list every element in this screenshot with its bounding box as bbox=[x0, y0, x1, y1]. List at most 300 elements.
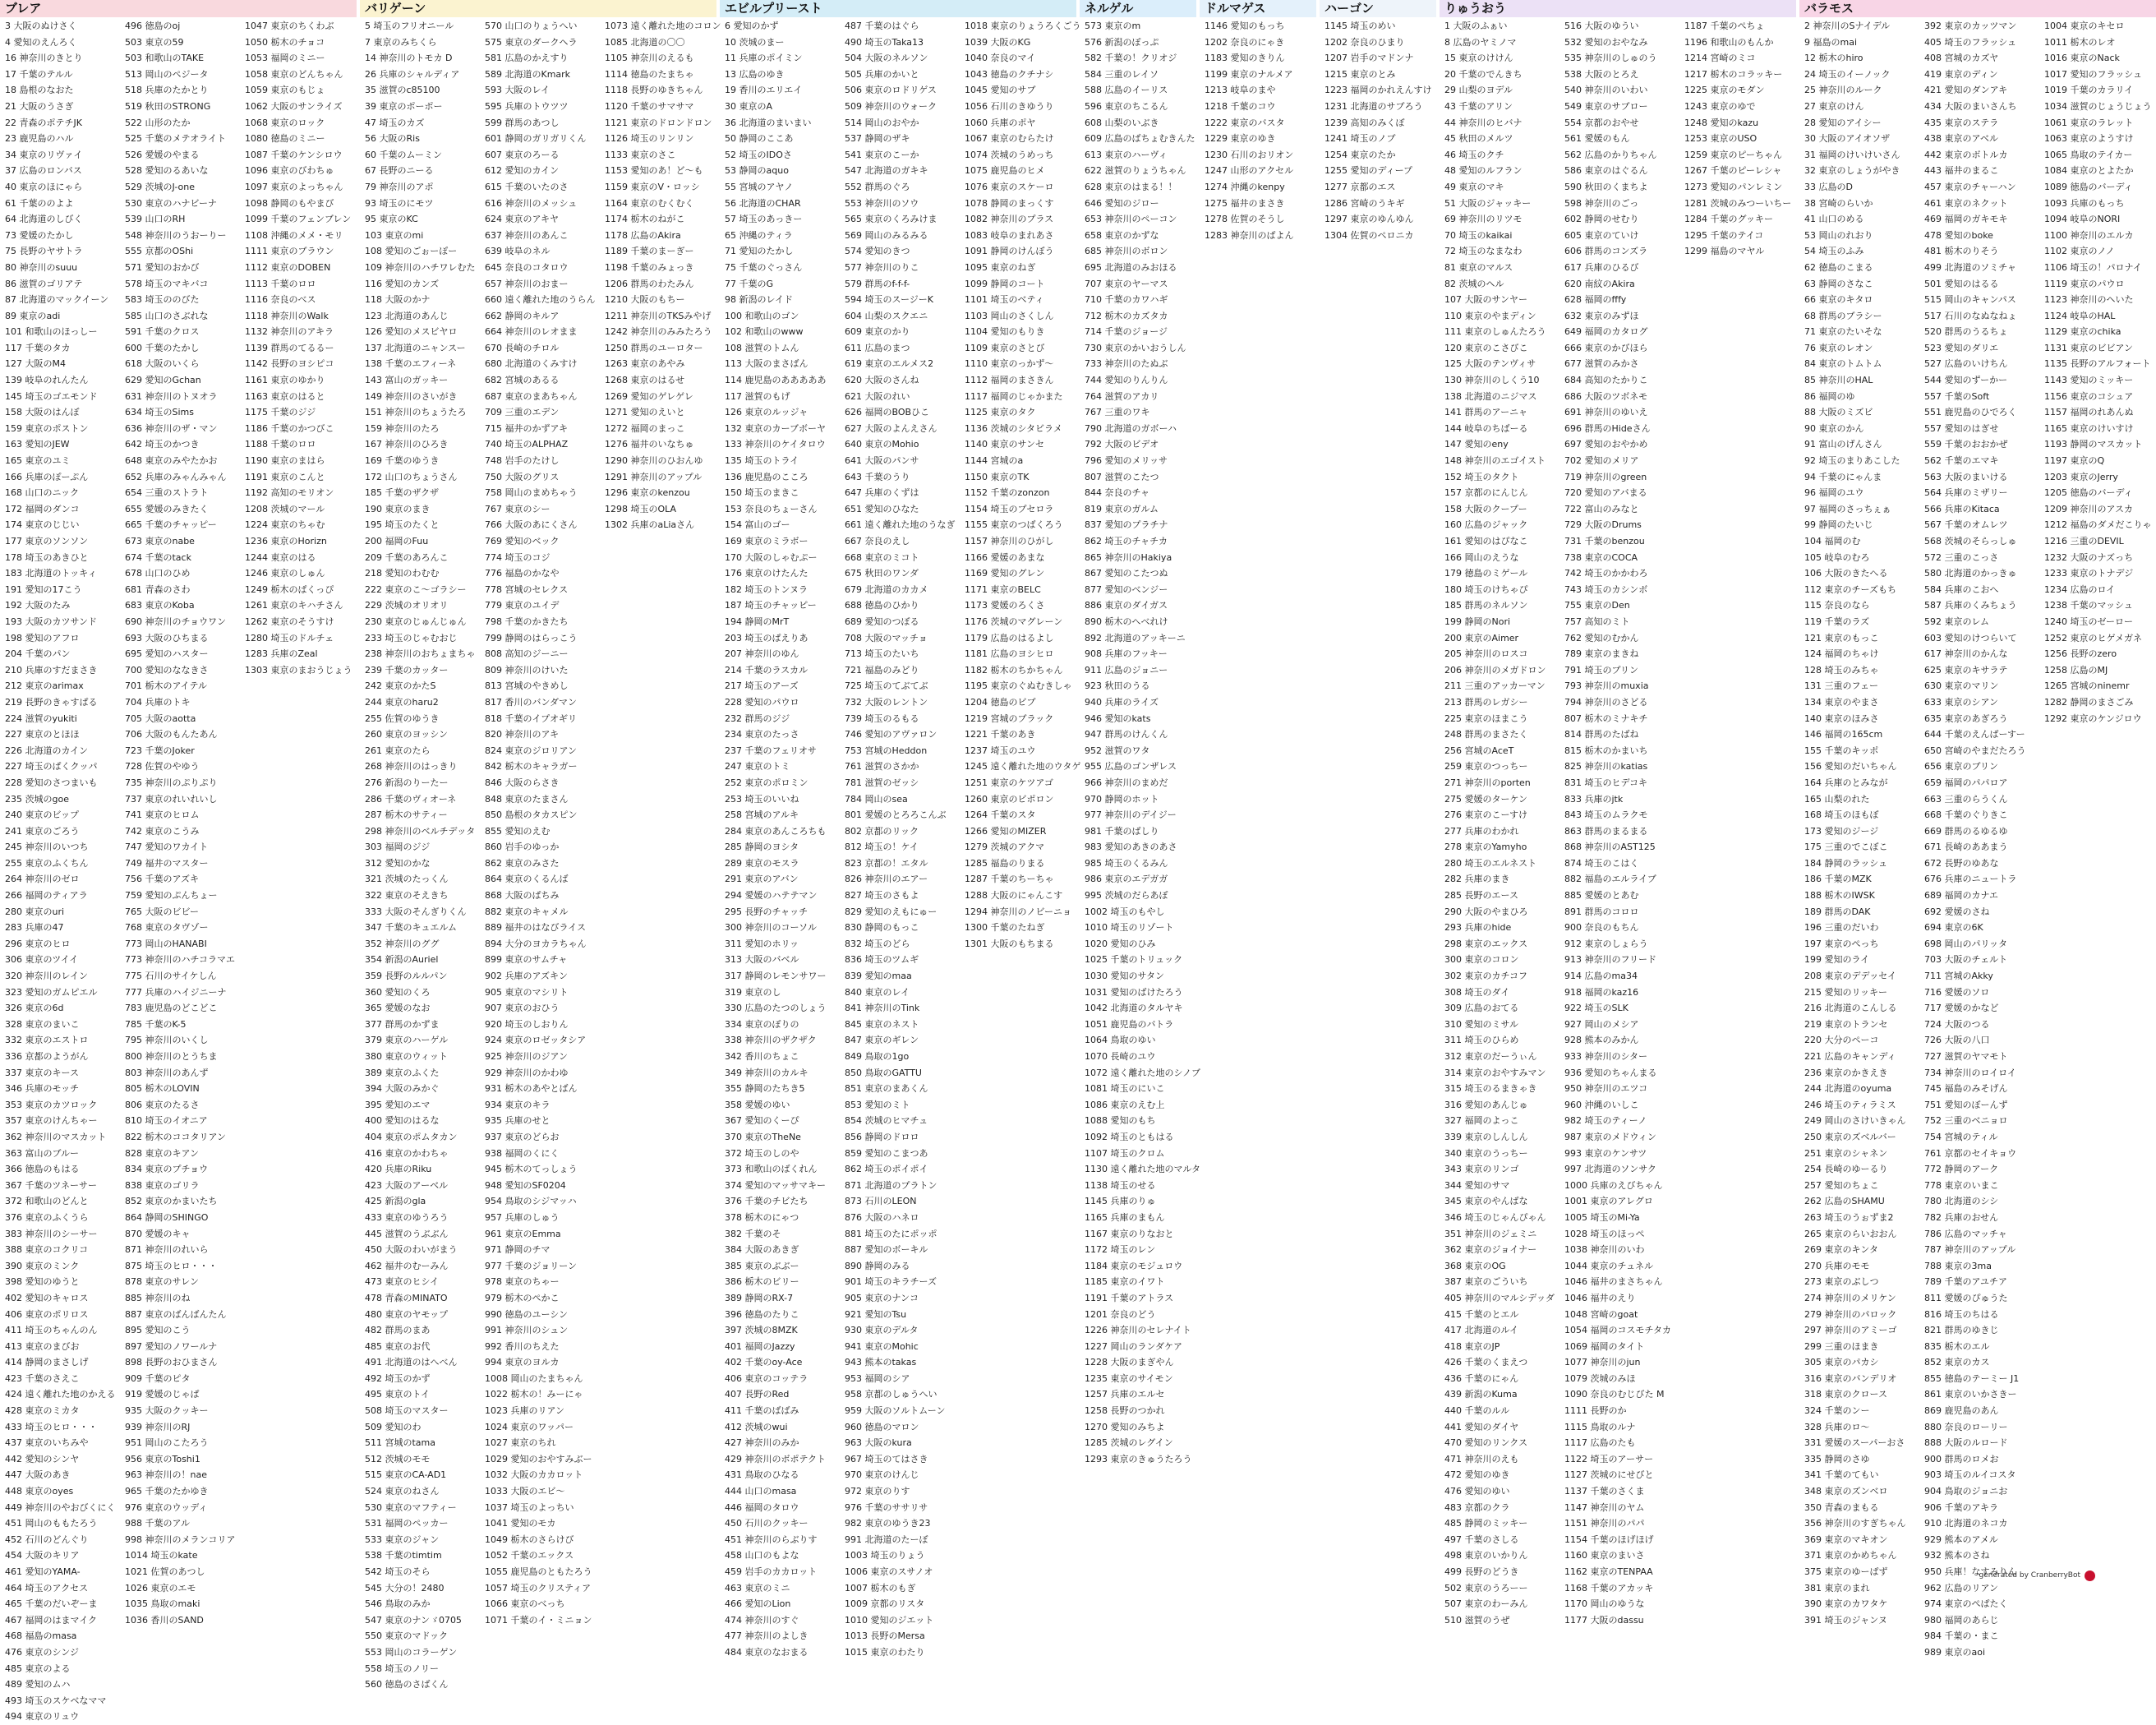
player-entry: 246 埼玉のティラミス bbox=[1804, 1099, 1896, 1110]
player-entry: 1256 長野のzero bbox=[2044, 648, 2117, 660]
player-entry: 1052 千葉のエックス bbox=[485, 1550, 574, 1561]
player-entry: 1192 高知のモリオン bbox=[245, 487, 334, 499]
player-entry: 1044 東京のチュネル bbox=[1564, 1260, 1654, 1271]
team-header: ネルゲル bbox=[1080, 0, 1196, 17]
player-entry: 1103 岡山のさくしん bbox=[965, 310, 1054, 321]
player-entry: 1285 茨城のレグイン bbox=[1085, 1437, 1173, 1449]
player-entry: 577 神奈川のりこ bbox=[845, 261, 919, 273]
player-entry: 1268 東京のはるせ bbox=[605, 375, 685, 386]
player-entry: 170 大阪のしゃむぷー bbox=[725, 551, 818, 563]
player-entry: 1262 東京のそうすけ bbox=[245, 616, 334, 627]
player-entry: 753 宮城のHeddon bbox=[845, 745, 928, 756]
player-entry: 874 埼玉のこはく bbox=[1564, 857, 1639, 869]
player-entry: 205 神奈川のロスコ bbox=[1444, 648, 1528, 660]
player-entry: 119 千葉のラズ bbox=[1804, 616, 1870, 627]
player-entry: 262 広島のSHAMU bbox=[1804, 1196, 1885, 1207]
player-entry: 1085 北海道の〇〇 bbox=[605, 36, 685, 48]
player-entry: 397 茨城の8MZK bbox=[725, 1325, 798, 1336]
player-entry: 317 静岡のレモンサワー bbox=[725, 971, 827, 982]
player-entry: 1018 東京のりょうろくごう bbox=[965, 21, 1081, 31]
player-entry: 913 神奈川のフリード bbox=[1564, 954, 1657, 966]
player-entry: 1092 埼玉のともはる bbox=[1085, 1131, 1174, 1142]
player-entry: 1111 長野のか bbox=[1564, 1405, 1627, 1417]
player-entry: 405 神奈川のマルシデッダ bbox=[1444, 1292, 1555, 1303]
player-entry: 1266 愛知のMIZER bbox=[965, 825, 1047, 837]
player-entry: 936 愛知のちゃんまる bbox=[1564, 1067, 1657, 1078]
player-entry: 139 岐阜のれんたん bbox=[5, 375, 89, 386]
player-entry: 673 東京のnabe bbox=[125, 536, 195, 547]
player-entry: 259 東京のつっちー bbox=[1444, 761, 1528, 773]
team-header: ドルマゲス bbox=[1200, 0, 1316, 17]
player-entry: 531 福岡のペッカー bbox=[365, 1518, 449, 1529]
player-entry: 1197 東京のQ bbox=[2044, 455, 2105, 467]
player-entry: 1204 徳島のビプ bbox=[965, 696, 1036, 708]
player-entry: 1216 三重のDEVIL bbox=[2044, 536, 2124, 547]
player-entry: 1155 東京のつばくろう bbox=[965, 519, 1063, 531]
player-entry: 424 遠く離れた地のかえる bbox=[5, 1389, 116, 1400]
player-entry: 63 静岡のさなこ bbox=[1804, 278, 1873, 289]
player-entry: 506 東京のロドリゲス bbox=[845, 85, 937, 96]
player-entry: 1074 茨城のうめっち bbox=[965, 149, 1054, 160]
player-entry: 627 大阪のよんえさん bbox=[845, 422, 937, 434]
player-entry: 796 愛知のメリッサ bbox=[1085, 455, 1168, 467]
player-entry: 250 東京のズベルバー bbox=[1804, 1131, 1896, 1142]
player-entry: 890 栃木のへべれけ bbox=[1085, 616, 1168, 627]
player-entry: 798 千葉のかきたち bbox=[485, 616, 569, 627]
player-entry: 167 神奈川のひろき bbox=[365, 439, 449, 450]
player-entry: 982 東京のゆうき23 bbox=[845, 1518, 931, 1529]
player-entry: 1001 東京のアレグロ bbox=[1564, 1196, 1653, 1207]
player-entry: 200 東京のAimer bbox=[1444, 632, 1519, 643]
player-entry: 438 東京のアベル bbox=[1924, 133, 1999, 145]
player-column bbox=[1200, 18, 1316, 243]
player-entry: 355 静岡のたちき5 bbox=[725, 1083, 805, 1095]
player-entry: 463 東京のミニ bbox=[725, 1582, 790, 1594]
player-entry: 37 広島のロンバス bbox=[5, 165, 82, 177]
player-entry: 1177 大阪のdassu bbox=[1564, 1614, 1644, 1626]
player-entry: 276 新潟のりーたー bbox=[365, 777, 449, 788]
player-entry: 956 東京のToshi1 bbox=[125, 1453, 200, 1464]
player-entry: 87 北海道のマックイーン bbox=[5, 294, 109, 306]
player-entry: 1118 長野のゆきちゃん bbox=[605, 85, 703, 96]
player-entry: 737 東京のれいれいし bbox=[125, 793, 218, 805]
player-entry: 398 愛知のゆうと bbox=[5, 1276, 80, 1288]
player-entry: 738 東京のCOCA bbox=[1564, 551, 1638, 563]
player-entry: 60 千葉のムーミン bbox=[365, 149, 442, 160]
player-entry: 774 埼玉のコジ bbox=[485, 551, 551, 563]
player-entry: 210 兵庫のすだまさき bbox=[5, 664, 98, 676]
player-entry: 1010 埼玉のリゾート bbox=[1085, 922, 1174, 934]
player-entry: 579 群馬のf-f-f- bbox=[845, 278, 910, 289]
player-entry: 175 三重のでこぼこ bbox=[1804, 842, 1888, 853]
player-entry: 599 群馬のあつし bbox=[485, 117, 560, 128]
player-entry: 374 愛知のマッサマキー bbox=[725, 1179, 827, 1191]
player-entry: 1258 長野のつかれ bbox=[1085, 1405, 1165, 1417]
player-entry: 758 岡山のまめちゃう bbox=[485, 487, 578, 499]
player-entry: 38 宮崎のらいか bbox=[1804, 197, 1873, 209]
player-entry: 1062 大阪のサンライズ bbox=[245, 100, 343, 112]
player-entry: 876 大阪のハネロ bbox=[845, 1211, 919, 1223]
player-entry: 562 広島のかりちゃん bbox=[1564, 149, 1657, 160]
player-entry: 56 北海道のCHAR bbox=[725, 197, 801, 209]
player-entry: 1069 福岡のタイト bbox=[1564, 1340, 1645, 1352]
player-entry: 133 神奈川のケイタロウ bbox=[725, 439, 826, 450]
player-entry: 4 愛知のえんろく bbox=[5, 36, 77, 48]
player-entry: 1198 千葉のみょっき bbox=[605, 261, 694, 273]
player-entry: 617 兵庫のひるび bbox=[1564, 261, 1639, 273]
player-entry: 50 静岡のここあ bbox=[725, 133, 794, 145]
player-entry: 979 栃木のぺかこ bbox=[485, 1292, 560, 1303]
player-entry: 163 愛知のJEW bbox=[5, 439, 70, 450]
player-entry: 116 愛知のカンズ bbox=[365, 278, 440, 289]
player-entry: 1263 東京のあやみ bbox=[605, 358, 685, 370]
player-entry: 166 兵庫のぽーぷん bbox=[5, 471, 89, 482]
player-entry: 418 東京のJP bbox=[1444, 1340, 1500, 1352]
player-entry: 1073 遠く離れた地のコロン bbox=[605, 21, 721, 31]
player-entry: 591 千葉のクロス bbox=[125, 326, 200, 338]
player-entry: 124 福岡のちゃけ bbox=[1804, 648, 1879, 660]
player-entry: 816 埼玉のちはる bbox=[1924, 1308, 1999, 1320]
player-entry: 41 山口のめる bbox=[1804, 214, 1864, 225]
player-entry: 904 鳥取のジョニお bbox=[1924, 1486, 2008, 1497]
player-entry: 241 東京のごろう bbox=[5, 825, 80, 837]
player-entry: 1104 愛知のもりき bbox=[965, 326, 1045, 338]
player-entry: 929 熊本のアメル bbox=[1924, 1534, 1998, 1545]
player-entry: 1032 大阪のカカロット bbox=[485, 1469, 583, 1481]
player-entry: 1186 千葉のかつびこ bbox=[245, 422, 334, 434]
player-entry: 533 東京のジャン bbox=[365, 1534, 440, 1545]
player-entry: 1276 福井のいなちゅ bbox=[605, 439, 694, 450]
player-entry: 524 東京のねさん bbox=[365, 1486, 440, 1497]
player-entry: 505 兵庫のかいと bbox=[845, 68, 919, 80]
player-entry: 1217 栃木のコラッキー bbox=[1684, 68, 1783, 80]
player-entry: 881 埼玉のたにポッポ bbox=[845, 1228, 937, 1239]
player-entry: 341 千葉のてもい bbox=[1804, 1469, 1879, 1481]
player-entry: 837 愛知のプラチナ bbox=[1085, 519, 1168, 531]
player-entry: 539 山口のRH bbox=[125, 214, 186, 225]
player-entry: 330 広島のたつのしょう bbox=[725, 1003, 827, 1014]
player-entry: 336 京都のようがん bbox=[5, 1051, 89, 1062]
player-entry: 951 岡山のこたろう bbox=[125, 1437, 209, 1449]
player-entry: 1286 宮崎のうキギ bbox=[1324, 197, 1405, 209]
player-entry: 1043 徳島のクチナシ bbox=[965, 68, 1054, 80]
player-entry: 1202 奈良のにゃき bbox=[1205, 36, 1285, 48]
player-entry: 1055 鹿児島のともたろう bbox=[485, 1566, 592, 1577]
player-entry: 483 京都のクラ bbox=[1444, 1501, 1510, 1513]
player-entry: 846 大阪のらさき bbox=[485, 777, 560, 788]
player-entry: 1101 埼玉のベティ bbox=[965, 294, 1044, 306]
player-entry: 1171 東京のBELC bbox=[965, 583, 1041, 595]
player-entry: 571 愛知のおかび bbox=[125, 261, 200, 273]
player-entry: 608 山梨のいぶき bbox=[1085, 117, 1159, 128]
player-entry: 958 京都のしゅうへい bbox=[845, 1389, 937, 1400]
player-entry: 417 北海道のルイ bbox=[1444, 1325, 1518, 1336]
player-entry: 789 東京のまきね bbox=[1564, 648, 1639, 660]
player-entry: 291 東京のアバン bbox=[725, 874, 799, 885]
player-entry: 606 群馬のコンズラ bbox=[1564, 246, 1648, 257]
player-entry: 631 神奈川のトヌオラ bbox=[125, 390, 218, 402]
player-entry: 113 大阪のまさばん bbox=[725, 358, 808, 370]
player-entry: 333 大阪のそんぎりくん bbox=[365, 906, 467, 917]
player-entry: 15 東京のけけん bbox=[1444, 53, 1513, 64]
player-entry: 256 宮城のAceT bbox=[1444, 745, 1514, 756]
player-entry: 868 大阪のぱちみ bbox=[485, 890, 560, 902]
player-entry: 1039 大阪のKG bbox=[965, 36, 1031, 48]
player-entry: 708 大阪のマッチョ bbox=[845, 632, 928, 643]
player-entry: 1175 千葉のジジ bbox=[245, 407, 316, 418]
player-entry: 1037 埼玉のよっちい bbox=[485, 1501, 574, 1513]
player-entry: 977 神奈川のデイジー bbox=[1085, 809, 1177, 821]
player-entry: 1015 東京のわたり bbox=[845, 1646, 925, 1658]
player-entry: 565 東京のくろみけま bbox=[845, 214, 937, 225]
player-entry: 811 愛媛のぴゅうた bbox=[1924, 1292, 2008, 1303]
player-entry: 1239 高知のみくぼ bbox=[1324, 117, 1405, 128]
player-entry: 616 神奈川のメッシュ bbox=[485, 197, 578, 209]
player-entry: 689 福岡のカナエ bbox=[1924, 890, 1999, 902]
player-entry: 285 静岡のヨシタ bbox=[725, 842, 799, 853]
player-entry: 794 神奈川のさどる bbox=[1564, 696, 1648, 708]
player-entry: 675 秋田のワンダ bbox=[845, 568, 919, 579]
player-entry: 850 島根のタカスピン bbox=[485, 809, 578, 821]
player-entry: 788 東京の3ma bbox=[1924, 1260, 1992, 1271]
player-entry: 751 愛知のぼーんず bbox=[1924, 1099, 2008, 1110]
player-entry: 891 群馬のコロロ bbox=[1564, 906, 1639, 917]
player-entry: 527 広島のいけちん bbox=[1924, 358, 2008, 370]
player-entry: 827 埼玉のさもよ bbox=[845, 890, 919, 902]
player-entry: 892 北海道のアッキーニ bbox=[1085, 632, 1186, 643]
player-entry: 1109 東京のさとび bbox=[965, 342, 1045, 353]
player-entry: 180 埼玉のけちゃぴ bbox=[1444, 583, 1528, 595]
player-entry: 628 東京のはまる！！ bbox=[1085, 181, 1177, 192]
player-entry: 962 広島のリアン bbox=[1924, 1582, 1999, 1594]
player-entry: 375 東京のゆーぱず bbox=[1804, 1566, 1888, 1577]
player-entry: 1274 沖縄のkenpy bbox=[1205, 181, 1285, 192]
player-entry: 513 岡山のペジータ bbox=[125, 68, 209, 80]
player-entry: 692 愛媛のさね bbox=[1924, 906, 1990, 917]
player-entry: 458 山口のもよな bbox=[725, 1550, 799, 1561]
player-entry: 497 千葉のさしる bbox=[1444, 1534, 1519, 1545]
player-entry: 755 東京のDen bbox=[1564, 600, 1630, 611]
player-entry: 419 東京のディン bbox=[1924, 68, 1998, 80]
player-entry: 1117 広島のたも bbox=[1564, 1437, 1636, 1449]
player-entry: 462 福井のむーみん bbox=[365, 1260, 449, 1271]
player-entry: 1251 東京のケツアゴ bbox=[965, 777, 1053, 788]
player-entry: 503 和歌山のTAKE bbox=[125, 53, 205, 64]
player-entry: 1284 千葉のグッキー bbox=[1684, 214, 1773, 225]
player-entry: 283 兵庫の47 bbox=[5, 922, 64, 934]
player-entry: 138 千葉のエフィーネ bbox=[365, 358, 457, 370]
player-entry: 123 北海道のあんじ bbox=[365, 310, 449, 321]
player-entry: 389 東京のふくた bbox=[365, 1067, 440, 1078]
player-entry: 197 東京のぺっち bbox=[1804, 938, 1879, 949]
player-entry: 1182 栃木のちかちゃん bbox=[965, 664, 1063, 676]
player-entry: 11 兵庫のポイミン bbox=[725, 53, 803, 64]
player-entry: 299 三重のほまき bbox=[1804, 1340, 1879, 1352]
player-entry: 320 神奈川のレイン bbox=[5, 971, 88, 982]
player-entry: 1005 埼玉のMi-Ya bbox=[1564, 1211, 1640, 1223]
player-entry: 1061 東京のラレット bbox=[2044, 117, 2134, 128]
player-entry: 328 兵庫のロ～ bbox=[1804, 1421, 1870, 1432]
player-entry: 39 東京のポーポー bbox=[365, 100, 443, 112]
player-entry: 136 鹿児島のこころ bbox=[725, 471, 808, 482]
player-entry: 783 鹿児島のどこどこ bbox=[125, 1003, 218, 1014]
player-entry: 925 神奈川のジアン bbox=[485, 1051, 569, 1062]
player-entry: 1213 岐阜のまや bbox=[1205, 85, 1276, 96]
player-entry: 1077 神奈川のjun bbox=[1564, 1357, 1641, 1368]
player-entry: 805 栃木のLOVIN bbox=[125, 1083, 200, 1095]
player-entry: 828 東京のキアン bbox=[125, 1147, 200, 1159]
player-entry: 649 福岡のカタログ bbox=[1564, 326, 1648, 338]
player-entry: 992 香川のちえた bbox=[485, 1340, 560, 1352]
player-entry: 285 長野のエース bbox=[1444, 890, 1518, 902]
player-entry: 537 静岡のザキ bbox=[845, 133, 910, 145]
player-entry: 581 広島のかえすり bbox=[485, 53, 569, 64]
player-entry: 795 神奈川のいくし bbox=[125, 1035, 209, 1046]
player-entry: 86 滋賀のゴリアテ bbox=[5, 278, 83, 289]
player-entry: 53 岡山のれおり bbox=[1804, 229, 1873, 241]
player-entry: 1009 京都のリスタ bbox=[845, 1598, 925, 1610]
player-entry: 206 神奈川のメガドロン bbox=[1444, 664, 1546, 676]
player-entry: 326 東京の6d bbox=[5, 1003, 64, 1014]
player-entry: 1294 神奈川のノビーニョ bbox=[965, 906, 1072, 917]
player-entry: 775 石川のサイケしん bbox=[125, 971, 217, 982]
player-entry: 248 群馬のまさたく bbox=[1444, 729, 1528, 740]
player-entry: 552 群馬のぐろ bbox=[845, 181, 910, 192]
player-entry: 980 福岡のあらじ bbox=[1924, 1614, 1999, 1626]
player-entry: 1036 香川のSAND bbox=[125, 1614, 204, 1626]
player-entry: 227 埼玉のぱくクッパ bbox=[5, 761, 98, 773]
player-entry: 71 愛知のたかし bbox=[725, 246, 794, 257]
player-entry: 641 大阪のパンサ bbox=[845, 455, 919, 467]
player-entry: 882 東京のキャメル bbox=[485, 906, 569, 917]
player-entry: 358 愛媛のゆい bbox=[725, 1099, 790, 1110]
player-entry: 1283 兵庫のZeal bbox=[245, 648, 318, 660]
player-entry: 1002 埼玉のもやし bbox=[1085, 906, 1165, 917]
player-entry: 351 神奈川のジェミニ bbox=[1444, 1228, 1537, 1239]
player-entry: 947 群馬のけんくん bbox=[1085, 729, 1168, 740]
player-column bbox=[0, 18, 117, 1725]
player-entry: 744 愛知のりんりん bbox=[1085, 375, 1168, 386]
player-entry: 230 東京のじゅんじゅん bbox=[365, 616, 467, 627]
player-entry: 734 神奈川のロイロイ bbox=[1924, 1067, 2016, 1078]
player-entry: 702 愛知のメリア bbox=[1564, 455, 1639, 467]
player-entry: 182 埼玉のトンヌラ bbox=[725, 583, 808, 595]
player-entry: 31 福岡のけいけいさん bbox=[1804, 149, 1900, 160]
player-entry: 868 神奈川のAST125 bbox=[1564, 842, 1656, 853]
player-entry: 1007 栃木のもぎ bbox=[845, 1582, 916, 1594]
player-entry: 1154 埼玉のプセロラ bbox=[965, 503, 1054, 514]
player-entry: 1293 東京のきゅうたろう bbox=[1085, 1453, 1192, 1464]
player-entry: 773 神奈川のハチコラマエ bbox=[125, 954, 236, 966]
player-entry: 100 和歌山のゴン bbox=[725, 310, 799, 321]
player-entry: 643 千葉のうり bbox=[845, 471, 910, 482]
player-entry: 1084 東京のとよたか bbox=[2044, 165, 2134, 177]
player-entry: 327 福岡のよっこ bbox=[1444, 1115, 1519, 1127]
player-entry: 280 埼玉のエルネスト bbox=[1444, 857, 1537, 869]
player-entry: 787 神奈川のアップル bbox=[1924, 1244, 2016, 1256]
player-entry: 924 東京のロゼッタシア bbox=[485, 1035, 587, 1046]
player-entry: 592 東京のレム bbox=[1924, 616, 1990, 627]
player-entry: 93 埼玉のにモツ bbox=[365, 197, 434, 209]
player-entry: 440 千葉のルル bbox=[1444, 1405, 1510, 1417]
player-entry: 1087 千葉のケンシロウ bbox=[245, 149, 343, 160]
player-entry: 1187 千葉のぺちょ bbox=[1684, 21, 1765, 31]
player-entry: 939 神奈川のRJ bbox=[125, 1421, 191, 1432]
player-entry: 905 東京のマシリト bbox=[485, 986, 569, 998]
player-entry: 297 神奈川のアミーゴ bbox=[1804, 1325, 1897, 1336]
player-entry: 835 栃木のエル bbox=[1924, 1340, 1990, 1352]
player-entry: 862 埼玉のチャチカ bbox=[1085, 536, 1168, 547]
player-entry: 730 東京のかいおうしん bbox=[1085, 342, 1186, 353]
player-entry: 1185 東京のイワト bbox=[1085, 1276, 1165, 1288]
player-entry: 176 東京のけたんた bbox=[725, 568, 808, 579]
player-entry: 164 兵庫のとみなが bbox=[1804, 777, 1888, 788]
player-entry: 850 鳥取のGATTU bbox=[845, 1067, 922, 1078]
player-entry: 191 愛知の17こう bbox=[5, 583, 82, 595]
player-entry: 739 埼玉のるもる bbox=[845, 713, 919, 724]
player-entry: 1281 茨城のみつーいちー bbox=[1684, 197, 1792, 209]
player-entry: 472 愛知のゆき bbox=[1444, 1469, 1510, 1481]
player-entry: 1291 神奈川のアップル bbox=[605, 471, 703, 482]
player-entry: 1083 岐阜のまれあさ bbox=[965, 229, 1054, 241]
player-entry: 362 東京のジョイナー bbox=[1444, 1244, 1537, 1256]
player-entry: 818 千葉のイプオギリ bbox=[485, 713, 578, 724]
player-entry: 402 愛知のキャロス bbox=[5, 1292, 89, 1303]
player-entry: 823 京都の！エタル bbox=[845, 857, 928, 869]
player-entry: 910 北海道のネコカ bbox=[1924, 1518, 2008, 1529]
player-entry: 187 埼玉のチャッピー bbox=[725, 600, 817, 611]
player-entry: 96 福岡のユウ bbox=[1804, 487, 1864, 499]
player-column bbox=[1799, 18, 1916, 1628]
player-entry: 237 千葉のフェリオサ bbox=[725, 745, 817, 756]
player-entry: 1191 千葉のアトラス bbox=[1085, 1292, 1174, 1303]
player-entry: 298 東京のエックス bbox=[1444, 938, 1528, 949]
player-entry: 920 埼玉のしおりん bbox=[485, 1018, 569, 1030]
player-entry: 1118 神奈川のWalk bbox=[245, 310, 329, 321]
player-entry: 55 宮城のアヤノ bbox=[725, 181, 794, 192]
player-entry: 115 奈良のなら bbox=[1804, 600, 1870, 611]
player-entry: 1246 東京のしゅん bbox=[245, 568, 325, 579]
player-entry: 544 愛知のずーかー bbox=[1924, 375, 2008, 386]
player-entry: 107 大阪のサンヤー bbox=[1444, 294, 1527, 306]
player-entry: 1042 北海道のタルヤキ bbox=[1085, 1003, 1183, 1014]
player-entry: 985 埼玉のくるみん bbox=[1085, 857, 1168, 869]
player-entry: 79 神奈川のアポ bbox=[365, 181, 434, 192]
player-entry: 110 東京のやまディン bbox=[1444, 310, 1536, 321]
player-entry: 714 千葉のジョージ bbox=[1085, 326, 1168, 338]
player-entry: 339 東京のしんしん bbox=[1444, 1131, 1528, 1142]
player-entry: 146 福岡の165cm bbox=[1804, 729, 1883, 740]
player-entry: 20 千葉のでんきち bbox=[1444, 68, 1523, 80]
player-entry: 1278 佐賀のそうし bbox=[1205, 214, 1285, 225]
player-entry: 390 東京のミンク bbox=[5, 1260, 80, 1271]
player-entry: 941 東京のMohic bbox=[845, 1340, 919, 1352]
player-entry: 940 兵庫のライズ bbox=[1085, 696, 1159, 708]
player-entry: 778 宮城のセレクス bbox=[485, 583, 569, 595]
player-entry: 691 神奈川のゆいえ bbox=[1564, 407, 1648, 418]
player-entry: 1023 兵庫のリアン bbox=[485, 1405, 565, 1417]
player-entry: 1153 愛知のあ！ど～も bbox=[605, 165, 703, 177]
player-entry: 984 千葉の・まこ bbox=[1924, 1630, 1999, 1642]
player-entry: 411 埼玉のちゃんのん bbox=[5, 1325, 98, 1336]
player-entry: 587 兵庫のくみちょう bbox=[1924, 600, 2017, 611]
player-entry: 151 神奈川のちょうたろ bbox=[365, 407, 467, 418]
player-entry: 1215 東京のとみ bbox=[1324, 68, 1396, 80]
player-entry: 937 東京のどらお bbox=[485, 1131, 560, 1142]
player-entry: 373 和歌山のばくれん bbox=[725, 1164, 818, 1175]
player-entry: 141 群馬のアーニャ bbox=[1444, 407, 1528, 418]
player-entry: 1277 京都のエス bbox=[1324, 181, 1396, 192]
